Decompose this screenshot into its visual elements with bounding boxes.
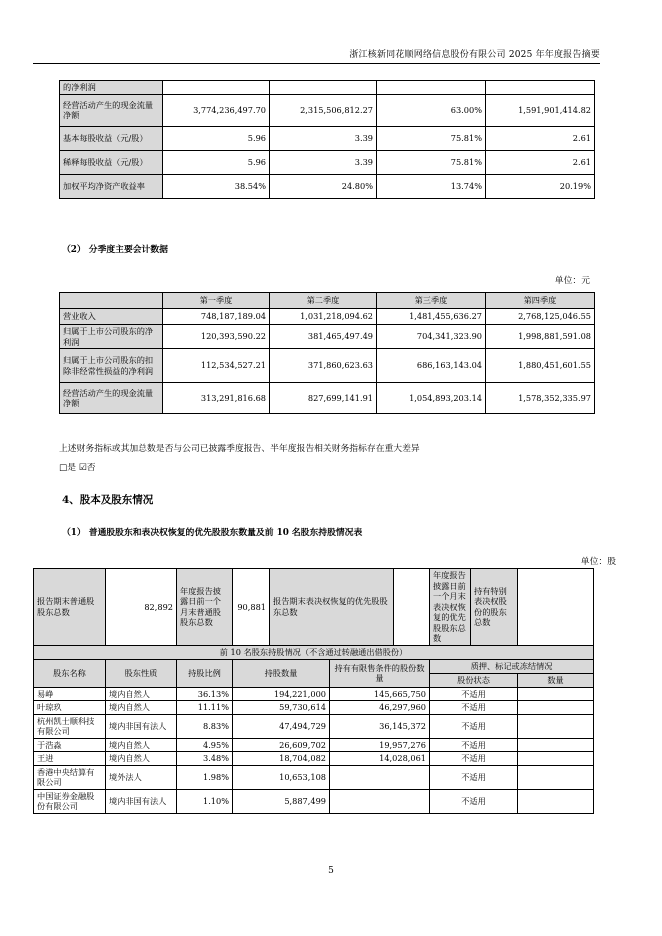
quarterly-value: 1,031,218,094.62 bbox=[270, 309, 377, 325]
col-header-pledge-group: 质押、标记或冻结情况 bbox=[430, 659, 594, 673]
shareholder-restricted bbox=[330, 765, 430, 789]
indicator-value: 5.96 bbox=[163, 150, 270, 174]
shareholder-status: 不适用 bbox=[430, 701, 518, 715]
shareholder-row bbox=[34, 752, 594, 766]
summary-c5-label: 持有特别表决权股份的股东总数 bbox=[471, 569, 518, 646]
shareholder-row bbox=[34, 789, 594, 813]
quarterly-row bbox=[60, 325, 595, 349]
quarterly-value: 381,465,497.49 bbox=[270, 325, 377, 349]
shareholder-restricted: 36,145,372 bbox=[330, 714, 430, 738]
shareholder-amount bbox=[518, 789, 594, 813]
shareholder-nature: 境内自然人 bbox=[106, 687, 177, 701]
summary-c1-value: 82,892 bbox=[106, 569, 177, 646]
shareholder-restricted: 19,957,276 bbox=[330, 738, 430, 752]
shareholder-quantity: 194,221,000 bbox=[233, 687, 330, 701]
indicator-value bbox=[163, 81, 270, 95]
shareholder-unit: 单位：股 bbox=[580, 557, 616, 567]
shareholder-amount bbox=[518, 765, 594, 789]
quarterly-value: 704,341,323.90 bbox=[377, 325, 486, 349]
quarterly-value: 748,187,189.04 bbox=[163, 309, 270, 325]
summary-row bbox=[34, 569, 594, 646]
shareholder-ratio: 36.13% bbox=[177, 687, 233, 701]
shareholder-table bbox=[33, 568, 594, 814]
quarterly-row bbox=[60, 383, 595, 414]
shareholder-nature: 境内自然人 bbox=[106, 738, 177, 752]
col-header-restricted: 持有有限售条件的股份数量 bbox=[330, 659, 430, 687]
shareholder-status: 不适用 bbox=[430, 738, 518, 752]
indicator-value bbox=[377, 81, 486, 95]
shareholder-status: 不适用 bbox=[430, 752, 518, 766]
page-number: 5 bbox=[328, 866, 334, 876]
indicator-value: 3.39 bbox=[270, 150, 377, 174]
indicator-label: 基本每股收益（元/股） bbox=[60, 126, 163, 150]
indicator-row bbox=[60, 81, 595, 95]
summary-c5-value bbox=[518, 569, 594, 646]
shareholder-restricted: 145,665,750 bbox=[330, 687, 430, 701]
shareholder-name: 叶琼玖 bbox=[34, 701, 106, 715]
shareholder-quantity: 18,704,082 bbox=[233, 752, 330, 766]
indicator-value bbox=[486, 81, 595, 95]
shareholder-ratio: 1.10% bbox=[177, 789, 233, 813]
summary-c3-value bbox=[394, 569, 430, 646]
quarterly-label: 经营活动产生的现金流量净额 bbox=[60, 383, 163, 414]
shareholder-amount bbox=[518, 687, 594, 701]
indicator-value bbox=[270, 81, 377, 95]
shareholder-quantity: 10,653,108 bbox=[233, 765, 330, 789]
quarterly-value: 1,481,455,636.27 bbox=[377, 309, 486, 325]
indicator-row bbox=[60, 174, 595, 198]
indicator-label: 经营活动产生的现金流量净额 bbox=[60, 94, 163, 126]
quarterly-value: 1,054,893,203.14 bbox=[377, 383, 486, 414]
quarterly-unit: 单位：元 bbox=[554, 276, 590, 286]
shareholder-amount bbox=[518, 752, 594, 766]
quarterly-value: 313,291,816.68 bbox=[163, 383, 270, 414]
col-header-name: 股东名称 bbox=[34, 659, 106, 687]
shareholder-row bbox=[34, 714, 594, 738]
shareholder-amount bbox=[518, 738, 594, 752]
quarterly-value: 112,534,527.21 bbox=[163, 349, 270, 383]
quarterly-value: 1,578,352,335.97 bbox=[486, 383, 595, 414]
shareholder-restricted: 14,028,061 bbox=[330, 752, 430, 766]
shareholder-name: 于浩淼 bbox=[34, 738, 106, 752]
col-header-amount: 数量 bbox=[518, 673, 594, 687]
quarterly-value: 371,860,623.63 bbox=[270, 349, 377, 383]
quarter-header: 第一季度 bbox=[163, 293, 270, 309]
shareholder-name: 杭州凯士顺科技有限公司 bbox=[34, 714, 106, 738]
indicator-label: 加权平均净资产收益率 bbox=[60, 174, 163, 198]
summary-c2-label: 年度报告披露日前一个月末普通股股东总数 bbox=[177, 569, 233, 646]
summary-c3-label: 报告期末表决权恢复的优先股股东总数 bbox=[270, 569, 394, 646]
shareholder-name: 香港中央结算有限公司 bbox=[34, 765, 106, 789]
quarterly-value: 120,393,590.22 bbox=[163, 325, 270, 349]
shareholder-subtitle: （1） 普通股股东和表决权恢复的优先股股东数量及前 10 名股东持股情况表 bbox=[62, 528, 363, 538]
quarterly-section-title: （2） 分季度主要会计数据 bbox=[62, 245, 168, 255]
top10-title: 前 10 名股东持股情况（不含通过转融通出借股份） bbox=[34, 645, 594, 659]
shareholder-nature: 境内非国有法人 bbox=[106, 789, 177, 813]
shareholder-ratio: 4.95% bbox=[177, 738, 233, 752]
shareholder-quantity: 47,494,729 bbox=[233, 714, 330, 738]
col-header-quantity: 持股数量 bbox=[233, 659, 330, 687]
shareholder-name: 王进 bbox=[34, 752, 106, 766]
col-header-ratio: 持股比例 bbox=[177, 659, 233, 687]
indicator-value: 75.81% bbox=[377, 126, 486, 150]
shareholder-name: 中国证券金融股份有限公司 bbox=[34, 789, 106, 813]
indicator-value: 24.80% bbox=[270, 174, 377, 198]
shareholder-status: 不适用 bbox=[430, 687, 518, 701]
col-header-status: 股份状态 bbox=[430, 673, 518, 687]
shareholder-row bbox=[34, 701, 594, 715]
indicator-value: 38.54% bbox=[163, 174, 270, 198]
indicator-value: 2.61 bbox=[486, 126, 595, 150]
shareholder-amount bbox=[518, 714, 594, 738]
indicator-value: 13.74% bbox=[377, 174, 486, 198]
summary-c1-label: 报告期末普通股股东总数 bbox=[34, 569, 106, 646]
indicator-value: 5.96 bbox=[163, 126, 270, 150]
indicator-value: 2,315,506,812.27 bbox=[270, 94, 377, 126]
header-divider bbox=[33, 63, 600, 64]
shareholder-nature: 境内自然人 bbox=[106, 701, 177, 715]
shareholder-status: 不适用 bbox=[430, 714, 518, 738]
key-indicators-table bbox=[59, 80, 595, 199]
indicator-value: 3,774,236,497.70 bbox=[163, 94, 270, 126]
quarterly-label: 营业收入 bbox=[60, 309, 163, 325]
indicator-row bbox=[60, 94, 595, 126]
shareholder-restricted bbox=[330, 789, 430, 813]
quarter-header: 第四季度 bbox=[486, 293, 595, 309]
shareholder-quantity: 26,609,702 bbox=[233, 738, 330, 752]
quarterly-value: 2,768,125,046.55 bbox=[486, 309, 595, 325]
document-header-title: 浙江核新同花顺网络信息股份有限公司 2025 年年度报告摘要 bbox=[349, 50, 600, 60]
difference-options: □是 ☑否 bbox=[59, 463, 96, 473]
indicator-value: 1,591,901,414.82 bbox=[486, 94, 595, 126]
indicator-label: 稀释每股收益（元/股） bbox=[60, 150, 163, 174]
quarterly-label: 归属于上市公司股东的扣除非经常性损益的净利润 bbox=[60, 349, 163, 383]
indicator-value: 63.00% bbox=[377, 94, 486, 126]
shareholder-nature: 境外法人 bbox=[106, 765, 177, 789]
indicator-value: 20.19% bbox=[486, 174, 595, 198]
shareholder-ratio: 11.11% bbox=[177, 701, 233, 715]
quarterly-value: 1,998,881,591.08 bbox=[486, 325, 595, 349]
quarter-header: 第二季度 bbox=[270, 293, 377, 309]
quarterly-value: 1,880,451,601.55 bbox=[486, 349, 595, 383]
shareholder-name: 易峥 bbox=[34, 687, 106, 701]
shareholder-status: 不适用 bbox=[430, 789, 518, 813]
difference-note: 上述财务指标或其加总数是否与公司已披露季度报告、半年度报告相关财务指标存在重大差异 bbox=[59, 444, 420, 454]
quarterly-value: 827,699,141.91 bbox=[270, 383, 377, 414]
quarter-header: 第三季度 bbox=[377, 293, 486, 309]
quarterly-label: 归属于上市公司股东的净利润 bbox=[60, 325, 163, 349]
indicator-label: 的净利润 bbox=[60, 81, 163, 95]
quarterly-row bbox=[60, 309, 595, 325]
shareholder-quantity: 5,887,499 bbox=[233, 789, 330, 813]
shareholder-restricted: 46,297,960 bbox=[330, 701, 430, 715]
shareholder-row bbox=[34, 765, 594, 789]
indicator-value: 75.81% bbox=[377, 150, 486, 174]
summary-c4-label: 年度报告披露日前一个月末表决权恢复的优先股股东总数 bbox=[430, 569, 471, 646]
shareholder-nature: 境内自然人 bbox=[106, 752, 177, 766]
indicator-value: 2.61 bbox=[486, 150, 595, 174]
shareholder-ratio: 1.98% bbox=[177, 765, 233, 789]
shareholder-amount bbox=[518, 701, 594, 715]
quarterly-data-table bbox=[59, 292, 595, 414]
col-header-nature: 股东性质 bbox=[106, 659, 177, 687]
shareholder-ratio: 8.83% bbox=[177, 714, 233, 738]
summary-c2-value: 90,881 bbox=[233, 569, 270, 646]
section-4-title: 4、股本及股东情况 bbox=[62, 494, 154, 506]
shareholder-row bbox=[34, 687, 594, 701]
shareholder-status: 不适用 bbox=[430, 765, 518, 789]
quarterly-row bbox=[60, 349, 595, 383]
quarterly-value: 686,163,143.04 bbox=[377, 349, 486, 383]
shareholder-nature: 境内非国有法人 bbox=[106, 714, 177, 738]
indicator-value: 3.39 bbox=[270, 126, 377, 150]
shareholder-row bbox=[34, 738, 594, 752]
indicator-row bbox=[60, 126, 595, 150]
quarter-header bbox=[60, 293, 163, 309]
indicator-row bbox=[60, 150, 595, 174]
shareholder-quantity: 59,730,614 bbox=[233, 701, 330, 715]
shareholder-ratio: 3.48% bbox=[177, 752, 233, 766]
